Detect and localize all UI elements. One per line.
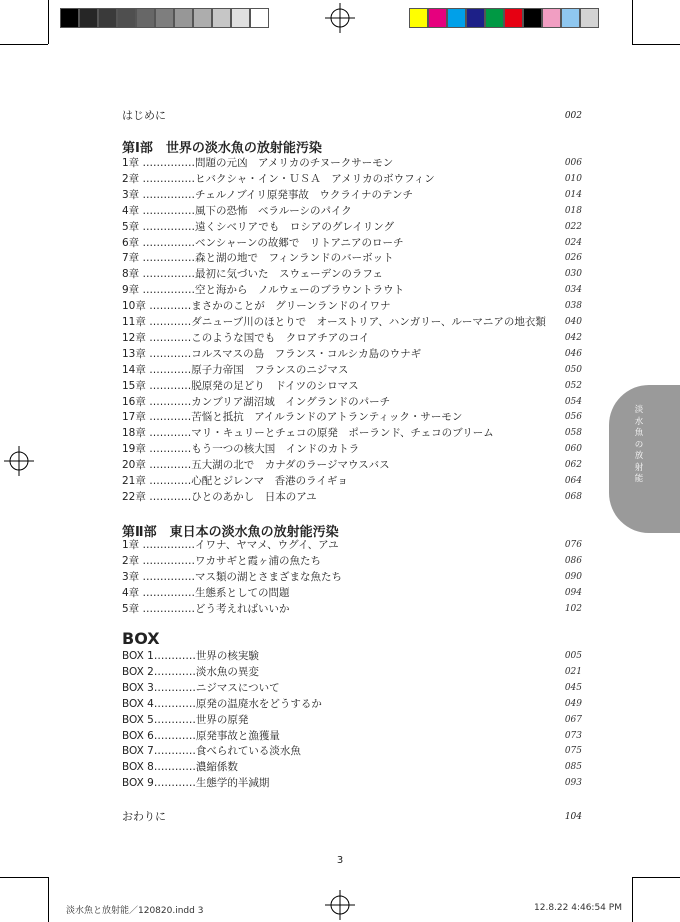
toc-entry-label: 14章 …………原子力帝国 フランスのニジマス (122, 363, 349, 376)
color-bar (409, 8, 599, 28)
toc-entry-page: 064 (564, 476, 582, 486)
crop-mark (632, 877, 633, 922)
toc-entry-label: 3章 ……………マス類の湖とさまざまな魚たち (122, 570, 343, 583)
toc-entry[interactable] (122, 266, 582, 282)
toc-entry-page: 034 (564, 285, 582, 296)
side-tab-char: 放 (634, 451, 644, 461)
footer-timestamp: 12.8.22 4:46:54 PM (534, 903, 622, 913)
toc-entry[interactable] (122, 298, 582, 314)
color-swatch (561, 8, 580, 28)
gray-swatch (79, 8, 98, 28)
toc-entry[interactable] (122, 171, 582, 187)
toc-entry-label: 7章 ……………森と湖の地で フィンランドのバーボット (122, 252, 394, 265)
color-swatch (504, 8, 523, 28)
toc-entry-label: 22章 …………ひとのあかし 日本のアユ (122, 490, 317, 503)
toc-entry-label: おわりに (122, 810, 166, 823)
toc-entry-label: 5章 ……………どう考えればいいか (122, 602, 290, 615)
color-swatch (485, 8, 504, 28)
crop-mark (0, 44, 48, 45)
color-swatch (409, 8, 428, 28)
side-tab-label (632, 405, 646, 486)
crop-mark (0, 877, 48, 878)
toc-entry-page: 010 (564, 173, 582, 184)
toc-entry-label: BOX 4…………原発の温廃水をどうするか (122, 697, 322, 710)
toc-entry-page: 014 (564, 189, 582, 200)
color-swatch (428, 8, 447, 28)
toc-entry[interactable] (122, 775, 582, 791)
toc-entry-page: 085 (564, 762, 582, 773)
toc-entry-label: 2章 ……………ワカサギと霞ヶ浦の魚たち (122, 554, 322, 567)
toc-entry-page: 018 (564, 205, 582, 216)
toc-entry-label: 9章 ……………空と海から ノルウェーのブラウントラウト (122, 284, 405, 297)
toc-entry-label: BOX 6…………原発事故と漁獲量 (122, 729, 280, 742)
toc-entry[interactable] (122, 346, 582, 362)
registration-mark-top (325, 3, 355, 33)
toc-entry[interactable] (122, 250, 582, 266)
toc-entry-page: 093 (564, 778, 582, 789)
toc-entry-label: 12章 …………このような国でも クロアチアのコイ (122, 331, 370, 344)
color-swatch (447, 8, 466, 28)
toc-entry-label: 15章 …………脱原発の足どり ドイツのシロマス (122, 379, 359, 392)
registration-mark-left (4, 446, 34, 476)
toc-entry[interactable] (122, 537, 582, 553)
toc-entry-label: 10章 …………まさかのことが グリーンランドのイワナ (122, 300, 391, 313)
toc-entry-page: 005 (564, 651, 582, 661)
toc-entry[interactable] (122, 203, 582, 219)
toc-entry-label: 17章 …………苦悩と抵抗 アイルランドのアトランティック・サーモン (122, 411, 463, 424)
toc-entry[interactable] (122, 664, 582, 680)
toc-entry-label: 4章 ……………生態系としての問題 (122, 586, 290, 599)
toc-entry-label: 16章 …………カンブリア湖沼域 イングランドのパーチ (122, 395, 391, 408)
gray-swatch (212, 8, 231, 28)
toc-entry[interactable] (122, 187, 582, 203)
toc-entry-page: 056 (564, 412, 582, 423)
toc-entry-page: 060 (564, 444, 582, 455)
toc-entry[interactable] (122, 601, 582, 617)
side-tab-char: 射 (634, 462, 644, 473)
toc-entry-page: 021 (564, 666, 582, 677)
toc-entry-label: 2章 ……………ヒバクシャ・イン・ＵＳＡ アメリカのボウフィン (122, 172, 435, 185)
toc-entry-label: 19章 …………もう一つの核大国 インドのカトラ (122, 443, 360, 456)
crop-mark (48, 0, 49, 44)
toc-entry[interactable] (122, 378, 582, 394)
toc-entry[interactable] (122, 330, 582, 346)
toc-entry-label: BOX 7…………食べられている淡水魚 (122, 745, 301, 758)
toc-entry-page: 030 (564, 269, 582, 280)
toc-entry-label: 1章 ……………問題の元凶 アメリカのチヌークサーモン (122, 157, 394, 169)
box-heading: BOX (122, 629, 160, 648)
toc-entry[interactable] (122, 712, 582, 728)
toc-entry-label: 3章 ……………チェルノブイリ原発事故 ウクライナのテンチ (122, 188, 413, 201)
toc-entry-page: 090 (564, 571, 582, 582)
crop-mark (632, 877, 680, 878)
toc-entry-page: 086 (564, 555, 582, 566)
crop-mark (48, 877, 49, 922)
toc-entry-page: 094 (564, 587, 582, 598)
toc-entry[interactable] (122, 219, 582, 235)
crop-mark (632, 44, 680, 45)
toc-entry-label: 6章 ……………ベンシャーンの故郷で リトアニアのローチ (122, 236, 404, 249)
toc-entry-label: BOX 1…………世界の核実験 (122, 650, 259, 662)
toc-entry-page: 062 (564, 460, 582, 471)
toc-entry-page: 040 (564, 317, 582, 327)
toc-entry[interactable] (122, 759, 582, 775)
toc-entry-label: 13章 …………コルスマスの島 フランス・コルシカ島のウナギ (122, 347, 422, 360)
toc-entry[interactable] (122, 282, 582, 298)
gray-swatch (231, 8, 250, 28)
toc-entry-page: 024 (564, 237, 582, 248)
toc-entry-label: はじめに (122, 109, 166, 122)
crop-mark (632, 0, 633, 44)
toc-entry-label: BOX 5…………世界の原発 (122, 713, 249, 726)
toc-entry-page: 038 (564, 301, 582, 312)
toc-entry-page: 002 (564, 111, 582, 121)
toc-entry[interactable] (122, 680, 582, 696)
toc-entry[interactable] (122, 425, 582, 441)
footer-file-info: 淡水魚と放射能／120820.indd 3 (66, 906, 204, 916)
side-tab-char: 水 (634, 416, 644, 427)
toc-entry-page: 042 (564, 332, 582, 343)
part1-heading: 第Ⅰ部 世界の淡水魚の放射能汚染 (122, 141, 322, 156)
toc-entry-page: 022 (564, 221, 582, 232)
toc-entry[interactable] (122, 585, 582, 601)
toc-entry-page: 006 (564, 158, 582, 168)
toc-entry-page: 102 (564, 603, 582, 614)
toc-entry-label: 4章 ……………風下の恐怖 ベラルーシのパイク (122, 204, 352, 217)
toc-entry-label: 1章 ……………イワナ、ヤマメ、ウグイ、アユ (122, 539, 339, 551)
toc-entry-intro[interactable] (122, 108, 582, 124)
toc-entry[interactable] (122, 569, 582, 585)
toc-entry-label: 8章 ……………最初に気づいた スウェーデンのラフェ (122, 268, 383, 281)
toc-entry-page: 068 (564, 491, 582, 502)
toc-entry-label: BOX 9…………生態学的半減期 (122, 777, 270, 790)
toc-entry-label: BOX 3…………ニジマスについて (122, 681, 280, 694)
side-tab-char: 淡 (634, 405, 644, 415)
side-tab-char: 能 (634, 474, 644, 484)
toc-entry[interactable] (122, 441, 582, 457)
color-swatch (542, 8, 561, 28)
toc-entry[interactable] (122, 648, 582, 664)
color-swatch (523, 8, 542, 28)
toc-entry-label: 20章 …………五大湖の北で カナダのラージマウスバス (122, 459, 390, 472)
toc-entry-page: 054 (564, 396, 582, 407)
toc-entry[interactable] (122, 743, 582, 759)
toc-entry-label: 11章 …………ダニューブ川のほとりで オーストリア、ハンガリー、ルーマニアの地衣類 (122, 316, 546, 328)
toc-entry-label: BOX 8…………濃縮係数 (122, 761, 238, 774)
gray-scale-bar (60, 8, 269, 28)
toc-entry-label: 18章 …………マリ・キュリーとチェコの原発 ポーランド、チェコのブリーム (122, 427, 494, 440)
toc-entry-page: 073 (564, 730, 582, 741)
toc-entry-label: 5章 ……………遠くシベリアでも ロシアのグレイリング (122, 220, 395, 233)
toc-entry-page: 058 (564, 428, 582, 439)
toc-entry-page: 052 (564, 380, 582, 391)
gray-swatch (155, 8, 174, 28)
toc-entry[interactable] (122, 155, 582, 171)
toc-entry[interactable] (122, 314, 582, 330)
part2-heading: 第Ⅱ部 東日本の淡水魚の放射能汚染 (122, 525, 339, 540)
toc-entry-page: 067 (564, 714, 582, 725)
gray-swatch (174, 8, 193, 28)
toc-entry[interactable] (122, 696, 582, 712)
toc-entry-page: 046 (564, 348, 582, 359)
toc-entry[interactable] (122, 409, 582, 425)
gray-swatch (98, 8, 117, 28)
toc-entry[interactable] (122, 457, 582, 473)
toc-entry[interactable] (122, 473, 582, 489)
toc-entry[interactable] (122, 362, 582, 378)
toc-entry-page: 076 (564, 540, 582, 550)
toc-entry-page: 050 (564, 364, 582, 375)
toc-entry-page: 049 (564, 698, 582, 709)
page-number: 3 (336, 855, 344, 866)
color-swatch (466, 8, 485, 28)
color-swatch (580, 8, 599, 28)
toc-entry-label: BOX 2…………淡水魚の異変 (122, 665, 259, 678)
toc-entry-page: 104 (564, 812, 582, 822)
toc-entry[interactable] (122, 394, 582, 410)
registration-mark-bottom (325, 890, 355, 920)
toc-entry[interactable] (122, 553, 582, 569)
toc-entry-page: 026 (564, 253, 582, 264)
side-tab-char: の (634, 439, 644, 450)
toc-entry[interactable] (122, 235, 582, 251)
gray-swatch (250, 8, 269, 28)
toc-entry-label: 21章 …………心配とジレンマ 香港のライギョ (122, 475, 348, 487)
toc-entry[interactable] (122, 728, 582, 744)
gray-swatch (136, 8, 155, 28)
toc-entry-outro[interactable] (122, 809, 582, 825)
gray-swatch (60, 8, 79, 28)
gray-swatch (193, 8, 212, 28)
gray-swatch (117, 8, 136, 28)
toc-entry[interactable] (122, 489, 582, 505)
side-tab-char: 魚 (634, 428, 644, 438)
toc-entry-page: 075 (564, 746, 582, 757)
toc-entry-page: 045 (564, 682, 582, 693)
